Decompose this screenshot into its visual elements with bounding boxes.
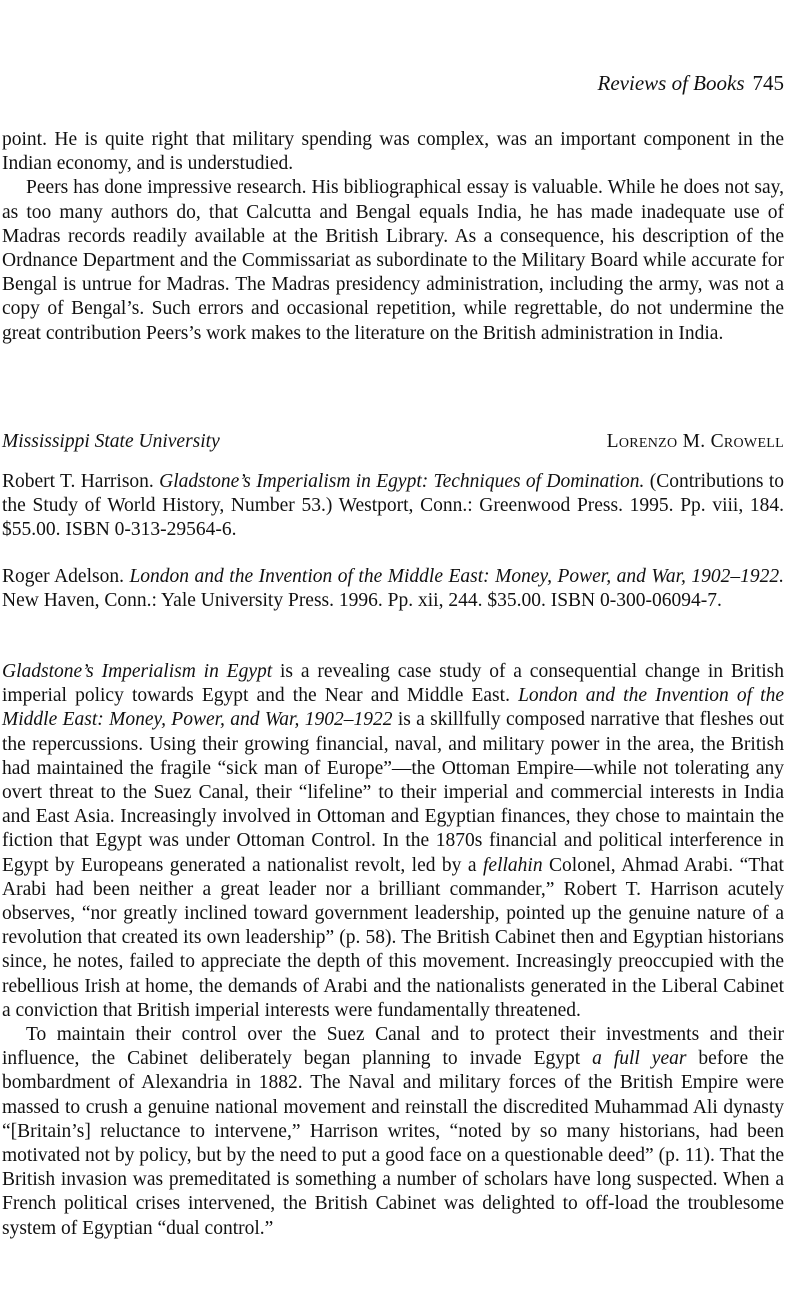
text-run: To maintain their control over the Suez Canal and to protect their investments and their influence, the Cabinet deliberately began planning to invade Egypt [2, 1024, 784, 1070]
page-number: 745 [752, 71, 784, 95]
citation-title: Gladstone’s Imperialism in Egypt: Techniques of Domination. [159, 471, 645, 492]
citation-title: London and the Invention of the Middle East: Money, Power, and War, 1902–1922. [129, 566, 784, 587]
reviewer-affiliation: Mississippi State University [2, 431, 220, 452]
italic-title: London and the Invention of the Middle East: Money, Power, and War, 1902–1922 [2, 685, 784, 731]
paragraph [2, 1023, 784, 1241]
book-citation [2, 565, 784, 613]
running-head [598, 70, 784, 96]
paragraph: point. He is quite right that military spending was complex, was an important component in the Indian economy, and is understudied. [2, 129, 784, 175]
citation-details: (Contributions to the Study of World History, Number 53.) Westport, Conn.: Greenwood Press. 1995. Pp. viii, 184. $55.00. ISBN 0-313-29564-6. [2, 471, 785, 541]
review-continuation [2, 128, 784, 346]
italic-emphasis: a full year [592, 1048, 687, 1070]
running-head-title: Reviews of Books [597, 71, 745, 95]
italic-term: fellahin [483, 854, 543, 876]
italic-title: Gladstone’s Imperialism in Egypt [2, 661, 273, 682]
reviewer-name: Lorenzo M. Crowell [606, 431, 784, 452]
text-run: Colonel, Ahmad Arabi. “That Arabi had been neither a great leader nor a brilliant commander,” Robert T. Harrison acutely observes, “nor greatly inclined toward government leadership, pointed up the genuine nature of a revolution that created its own leadership” (p. 58). The British Cabinet then and Egyptian historians since, he notes, failed to appreciate the depth of this movement. Increasingly preoccupied with the rebellious Irish at home, the demands of Arabi and the nationalists generated in the Liberal Cabinet a conviction that British imperial interests were fundamentally threatened. [2, 854, 784, 1021]
citation-author: Robert T. Harrison. [2, 471, 154, 492]
text-run: is a revealing case study of a consequential change in British imperial policy towards Egypt and the Near and Middle East. [2, 661, 784, 707]
text-run: is a skillfully composed narrative that fleshes out the repercussions. Using their growing financial, naval, and military power in the area, the British had maintained the fragile “sick man of Europe”—the Ottoman Empire—while not tolerating any overt threat to the Suez Canal, their “lifeline” to their imperial and commercial interests in India and East Asia. Increasingly involved in Ottoman and Egyptian finances, they chose to maintain the fiction that Egypt was under Ottoman Control. In the 1870s financial and political interference in Egypt by Europeans generated a nationalist revolt, led by a [2, 709, 784, 876]
review-signature [2, 430, 784, 454]
citation-author: Roger Adelson. [2, 566, 124, 587]
text-run: before the bombardment of Alexandria in 1882. The Naval and military forces of the British Empire were massed to crush a genuine national movement and reinstall the discredited Muhammad Ali dynasty “[Britain’s] reluctance to intervene,” Harrison writes, “noted by so many historians, had been motivated not by policy, but by the need to put a good face on a questionable deed” (p. 11). That the British invasion was premeditated is something a number of scholars have long suspected. When a French political crises intervened, the British Cabinet was delighted to off-load the troublesome system of Egyptian “dual control.” [2, 1048, 784, 1239]
book-citation [2, 470, 784, 543]
paragraph [2, 660, 784, 1023]
review-body [2, 660, 784, 1241]
paragraph: Peers has done impressive research. His bibliographical essay is valuable. While he does not say, as too many authors do, that Calcutta and Bengal equals India, he has made inadequate use of Madras records readily available at the British Library. As a consequence, his description of the Ordnance Department and the Commissariat as subordinate to the Military Board while accurate for Bengal is untrue for Madras. The Madras presidency administration, including the army, was not a copy of Bengal’s. Such errors and occasional repetition, while regrettable, do not undermine the great contribution Peers’s work makes to the literature on the British administration in India. [2, 177, 784, 344]
citation-details: New Haven, Conn.: Yale University Press. 1996. Pp. xii, 244. $35.00. ISBN 0-300-06094-7. [2, 590, 722, 612]
